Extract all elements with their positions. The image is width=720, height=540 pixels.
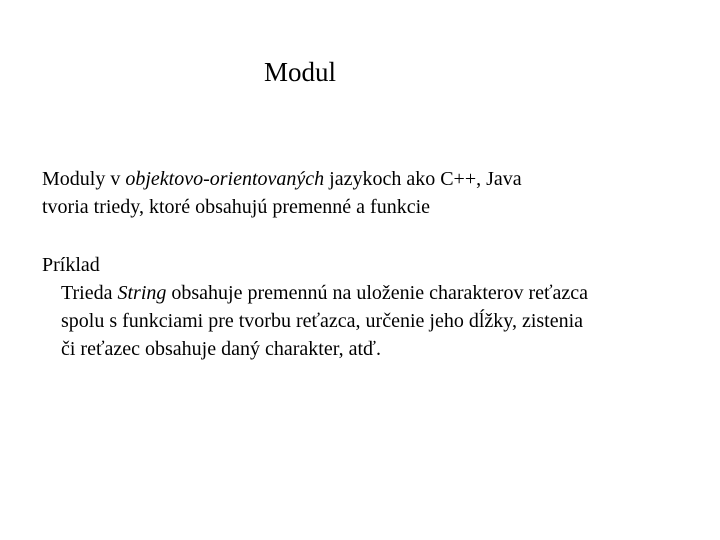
- slide-title: Modul: [263, 57, 336, 87]
- italic-term: String: [117, 282, 167, 304]
- example-line-1: [42, 279, 702, 307]
- italic-term: objektovo-orientovaných: [125, 168, 325, 190]
- example-line-3: či reťazec obsahuje daný charakter, atď.: [61, 338, 381, 360]
- paragraph-modules-line-2: tvoria triedy, ktoré obsahujú premenné a funkcie: [42, 196, 431, 218]
- paragraph-modules: [42, 165, 702, 221]
- text-segment: Moduly v: [42, 168, 126, 190]
- text-segment: Trieda: [61, 282, 118, 304]
- paragraph-modules-line-1: [42, 165, 702, 193]
- paragraph-example: [42, 251, 702, 363]
- example-heading: Príklad: [42, 254, 100, 276]
- example-line-2: spolu s funkciami pre tvorbu reťazca, určenie jeho dĺžky, zistenia: [61, 310, 584, 332]
- text-segment: jazykoch ako C++, Java: [324, 168, 522, 190]
- text-segment: obsahuje premennú na uloženie charakterov reťazca: [166, 282, 589, 304]
